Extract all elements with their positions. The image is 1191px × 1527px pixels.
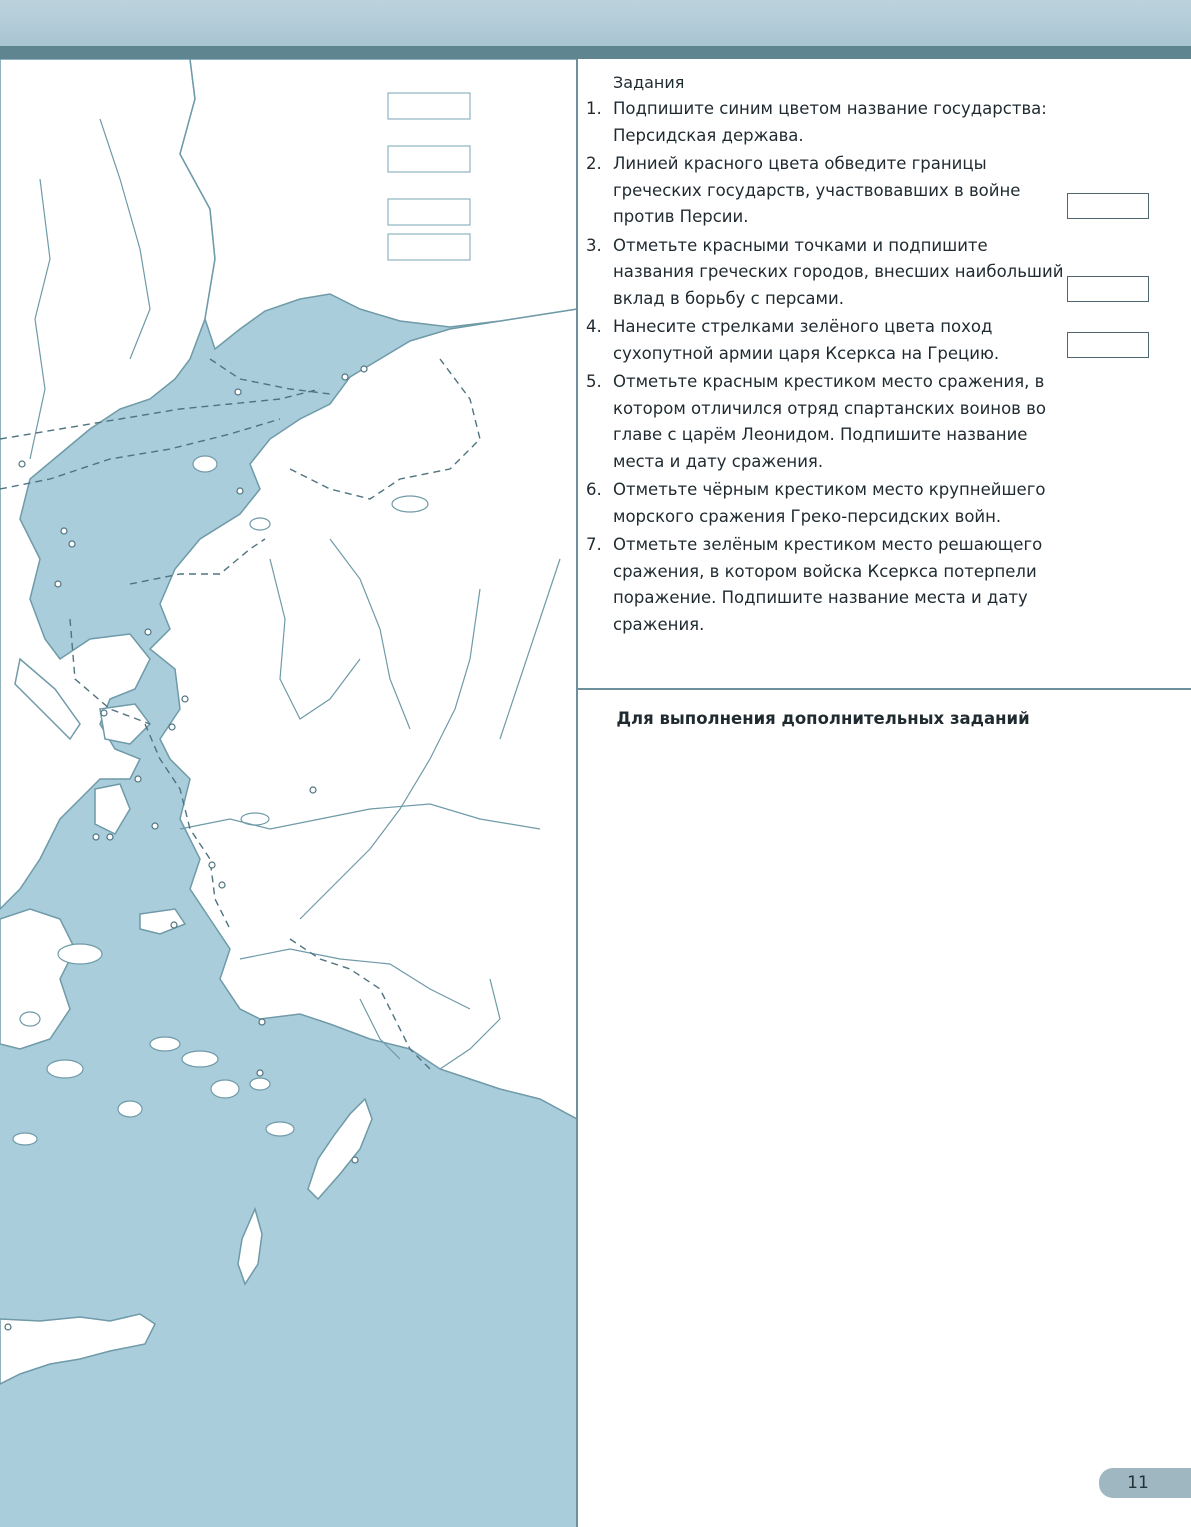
task-number: 1. [586,99,602,118]
task-number: 4. [586,317,602,336]
task-text: Отметьте красным крестиком место сражения, в котором отличился отряд спартанских воинов во главе с царём Леонидом. Подпишите название места и дату сражения. [613,372,1046,471]
answer-box-2[interactable] [1067,276,1149,302]
map-land-thrace [180,59,577,349]
task-item-7 [586,532,1064,638]
task-number: 3. [586,235,602,255]
task-number: 7. [586,535,602,554]
page-header-band [0,0,1191,46]
task-text: Отметьте красными точками и подпишите названия греческих городов, внесших наибольший вклад в борьбу с персами. [613,235,1064,308]
map-border-line [576,59,578,1527]
page-number: 11 [1127,1473,1149,1493]
task-item-1 [586,96,1064,149]
task-text: Отметьте зелёным крестиком место решающего сражения, в котором войска Ксеркса потерпели поражение. Подпишите название места и дату сражения. [613,535,1043,634]
task-number: 6. [586,480,602,499]
section-divider [578,688,1191,690]
task-text: Отметьте чёрным крестиком место крупнейшего морского сражения Греко-персидских войн. [613,480,1046,526]
answer-box-1[interactable] [1067,193,1149,219]
tasks-heading: Задания [613,73,685,92]
answer-box-3[interactable] [1067,332,1149,358]
page-header-rule [0,46,1191,59]
task-text: Нанесите стрелками зелёного цвета поход сухопутной армии царя Ксеркса на Грецию. [613,317,1000,363]
tasks-section [586,70,1064,640]
task-item-2 [586,151,1064,231]
task-item-4 [586,314,1064,367]
task-text: Линией красного цвета обведите границы греческих государств, участвовавших в войне против Персии. [613,154,1021,226]
task-item-5 [586,369,1064,475]
contour-map [0,59,577,1527]
task-number: 2. [586,154,602,173]
task-item-3 [586,233,1064,313]
task-item-6 [586,477,1064,530]
task-number: 5. [586,372,602,391]
extra-tasks-title: Для выполнения дополнительных заданий [616,709,1030,728]
task-text: Подпишите синим цветом название государства: Персидская держава. [613,99,1047,145]
